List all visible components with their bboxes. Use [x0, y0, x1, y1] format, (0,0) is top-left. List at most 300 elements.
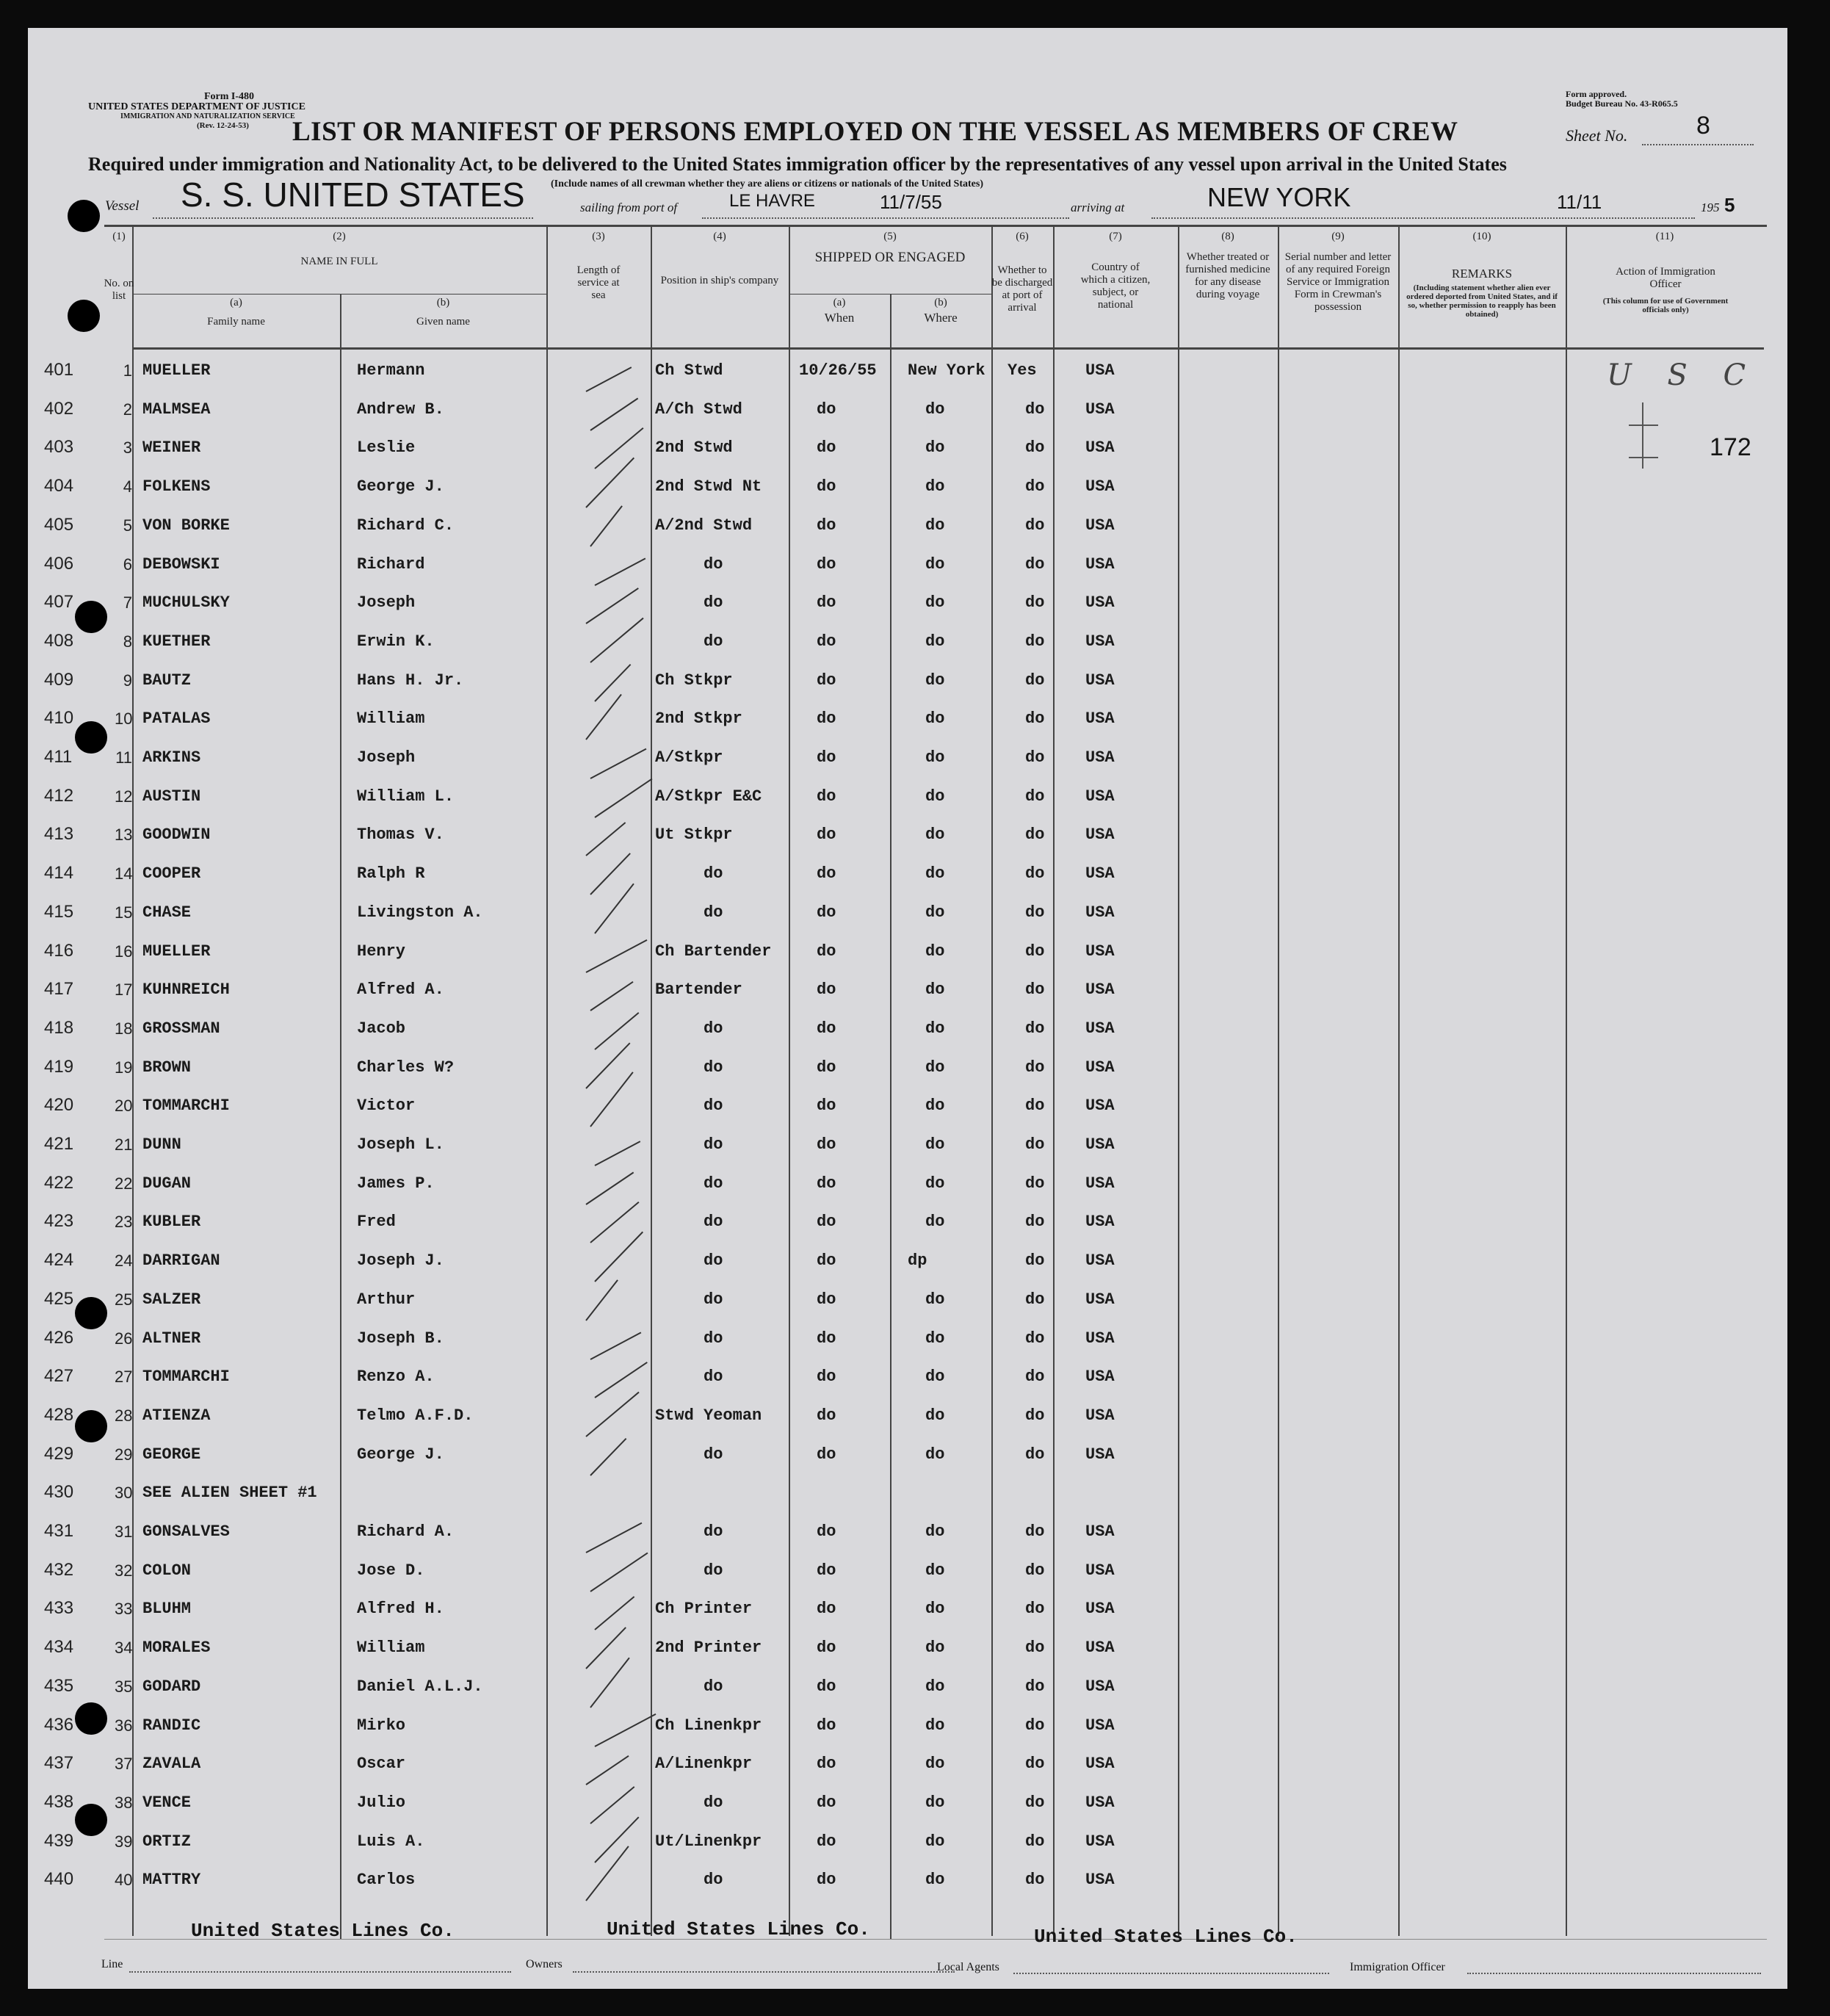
margin-number: 417: [44, 979, 74, 999]
shipped-when-cell: do: [817, 787, 836, 806]
service-check-mark: [585, 1755, 629, 1785]
margin-number: 411: [44, 747, 73, 767]
family-name-cell: TOMMARCHI: [142, 1368, 230, 1386]
port-to: NEW YORK: [1207, 182, 1351, 212]
row-number: 4: [123, 477, 132, 496]
country-cell: USA: [1085, 1174, 1115, 1193]
position-cell: do: [704, 1058, 723, 1077]
row-number: 25: [115, 1290, 133, 1309]
service-check-mark: [595, 1713, 657, 1747]
shipped-where-cell: do: [925, 1716, 945, 1735]
family-name-cell: ZAVALA: [142, 1755, 201, 1773]
given-name-cell: Daniel A.L.J.: [357, 1677, 483, 1696]
row-number: 19: [115, 1058, 133, 1077]
family-name-cell: VENCE: [142, 1793, 192, 1812]
discharged-cell: do: [1025, 1522, 1045, 1541]
position-cell: A/Stkpr E&C: [655, 787, 762, 806]
discharged-cell: do: [1025, 400, 1045, 419]
margin-number: 426: [44, 1328, 74, 1348]
include-note: (Include names of all crewman whether they are aliens or citizens or nationals of the United States): [551, 178, 983, 189]
family-name-cell: BLUHM: [142, 1600, 192, 1618]
service-check-mark: [585, 1279, 618, 1320]
service-check-mark: [586, 939, 648, 973]
sheet-number-line: [1642, 144, 1754, 145]
service-check-mark: [590, 505, 623, 546]
discharged-cell: do: [1025, 1213, 1045, 1231]
margin-number: 439: [44, 1831, 74, 1851]
family-name-cell: COOPER: [142, 864, 201, 883]
given-name-cell: Alfred H.: [357, 1600, 444, 1618]
given-name-cell: Julio: [357, 1793, 406, 1812]
service-check-mark: [590, 1202, 639, 1243]
shipped-where-cell: do: [925, 438, 945, 457]
row-number: 31: [115, 1522, 133, 1541]
name-subheader-rule: [132, 294, 546, 295]
table-row: [28, 1598, 1787, 1630]
table-row: [28, 399, 1787, 431]
given-name-cell: Jacob: [357, 1019, 406, 1038]
table-row: [28, 1289, 1787, 1321]
shipped-where-cell: do: [925, 1832, 945, 1851]
col11-number: (11): [1655, 231, 1674, 242]
sailing-line: [702, 217, 1069, 219]
given-name-cell: Richard: [357, 555, 425, 574]
page-title: LIST OR MANIFEST OF PERSONS EMPLOYED ON THE VESSEL AS MEMBERS OF CREW: [292, 117, 1458, 147]
footer-agents-rule: [1013, 1973, 1329, 1974]
discharged-cell: do: [1025, 477, 1045, 496]
service-check-mark: [585, 1392, 639, 1437]
given-name-cell: Andrew B.: [357, 400, 444, 419]
country-cell: USA: [1085, 1561, 1115, 1580]
family-name-cell: MATTRY: [142, 1871, 201, 1889]
margin-number: 437: [44, 1753, 74, 1773]
family-name-cell: GROSSMAN: [142, 1019, 220, 1038]
country-cell: USA: [1085, 1096, 1115, 1115]
margin-number: 413: [44, 824, 74, 844]
table-row: [28, 1560, 1787, 1592]
table-row: [28, 1715, 1787, 1747]
given-name-cell: William: [357, 1639, 425, 1657]
sheet-label: Sheet No.: [1566, 126, 1628, 145]
shipped-when-cell: do: [817, 1213, 836, 1231]
row-number: 24: [115, 1251, 133, 1270]
table-row: [28, 1405, 1787, 1437]
position-cell: do: [704, 555, 723, 574]
position-cell: do: [704, 1793, 723, 1812]
discharged-cell: do: [1025, 593, 1045, 612]
punch-hole: [75, 1702, 107, 1735]
table-row: [28, 1444, 1787, 1476]
row-number: 33: [115, 1600, 133, 1618]
usc-annotation: U S C: [1607, 358, 1760, 392]
shipped-when-cell: do: [817, 438, 836, 457]
row-number: 16: [115, 942, 133, 961]
country-cell: USA: [1085, 980, 1115, 999]
given-name-cell: Fred: [357, 1213, 396, 1231]
arriving-label: arriving at: [1071, 200, 1125, 214]
country-cell: USA: [1085, 787, 1115, 806]
country-cell: USA: [1085, 903, 1115, 922]
form-revision: (Rev. 12-24-53): [197, 121, 249, 130]
margin-number: 418: [44, 1018, 74, 1038]
given-name-cell: Mirko: [357, 1716, 406, 1735]
position-cell: do: [704, 903, 723, 922]
col2-label: NAME IN FULL: [300, 256, 378, 267]
service-check-mark: [590, 748, 647, 779]
table-row: [28, 786, 1787, 818]
family-name-cell: DUNN: [142, 1135, 181, 1154]
shipped-where-cell: do: [925, 1677, 945, 1696]
shipped-where-cell: New York: [908, 361, 985, 380]
shipped-when-cell: do: [817, 1368, 836, 1386]
row-number: 8: [123, 632, 132, 651]
given-name-cell: Oscar: [357, 1755, 406, 1773]
service-check-mark: [590, 981, 633, 1011]
family-name-cell: WEINER: [142, 438, 201, 457]
col9-label: Serial number and letter of any required Foreign Service or Immigration Form in Crewman's possession: [1284, 251, 1392, 313]
margin-number: 428: [44, 1405, 74, 1425]
family-name-cell: BAUTZ: [142, 671, 192, 690]
shipped-when-cell: do: [817, 1406, 836, 1425]
family-name-cell: MUCHULSKY: [142, 593, 230, 612]
discharged-cell: do: [1025, 980, 1045, 999]
family-name-cell: ARKINS: [142, 748, 201, 767]
shipped-when-cell: do: [817, 1019, 836, 1038]
family-name-cell: TOMMARCHI: [142, 1096, 230, 1115]
shipped-when-cell: do: [817, 671, 836, 690]
col2a-number: (a): [230, 297, 242, 308]
given-name-cell: Joseph L.: [357, 1135, 444, 1154]
service-check-mark: [590, 398, 638, 431]
margin-number: 402: [44, 399, 74, 419]
table-row: [28, 1057, 1787, 1089]
col10-number: (10): [1472, 231, 1491, 242]
shipped-where-cell: do: [925, 1368, 945, 1386]
country-cell: USA: [1085, 1058, 1115, 1077]
discharged-cell: do: [1025, 1561, 1045, 1580]
shipped-when-cell: do: [817, 1058, 836, 1077]
position-cell: 2nd Stwd Nt: [655, 477, 762, 496]
col11-label: Action of Immigration Officer: [1616, 266, 1715, 290]
shipped-when-cell: do: [817, 555, 836, 574]
discharged-cell: do: [1025, 516, 1045, 535]
given-name-cell: Hans H. Jr.: [357, 671, 464, 690]
shipped-where-cell: do: [925, 1290, 945, 1309]
shipped-when-cell: do: [817, 1793, 836, 1812]
given-name-cell: Joseph B.: [357, 1329, 444, 1348]
position-cell: Ut Stkpr: [655, 825, 733, 844]
position-cell: A/Linenkpr: [655, 1755, 753, 1773]
country-cell: USA: [1085, 555, 1115, 574]
given-name-cell: Joseph J.: [357, 1251, 444, 1270]
margin-number: 436: [44, 1715, 74, 1735]
position-cell: do: [704, 1135, 723, 1154]
margin-number: 406: [44, 554, 74, 574]
table-row: [28, 1792, 1787, 1824]
shipped-where-cell: do: [925, 1406, 945, 1425]
discharged-cell: do: [1025, 1368, 1045, 1386]
country-cell: USA: [1085, 438, 1115, 457]
discharged-cell: do: [1025, 1677, 1045, 1696]
table-row: [28, 1328, 1787, 1360]
margin-number: 404: [44, 476, 74, 496]
row-number: 23: [115, 1213, 133, 1231]
position-cell: do: [704, 1096, 723, 1115]
family-name-cell: SALZER: [142, 1290, 201, 1309]
vessel-line: [153, 217, 533, 219]
col1-number: (1): [112, 231, 126, 242]
family-name-cell: MUELLER: [142, 361, 211, 380]
shipped-when-cell: do: [817, 1135, 836, 1154]
service-check-mark: [590, 1438, 626, 1476]
discharged-cell: do: [1025, 1406, 1045, 1425]
given-name-cell: Joseph: [357, 748, 416, 767]
family-name-cell: ALTNER: [142, 1329, 201, 1348]
country-cell: USA: [1085, 632, 1115, 651]
country-cell: USA: [1085, 1716, 1115, 1735]
col3-label: Length of service at sea: [576, 264, 621, 301]
country-cell: USA: [1085, 1600, 1115, 1618]
shipped-when-cell: do: [817, 1096, 836, 1115]
position-cell: do: [704, 1677, 723, 1696]
discharged-cell: do: [1025, 632, 1045, 651]
punch-hole: [68, 200, 100, 232]
service-check-mark: [595, 557, 646, 585]
given-name-cell: William L.: [357, 787, 455, 806]
table-row: [28, 592, 1787, 624]
given-name-cell: Arthur: [357, 1290, 416, 1309]
row-number: 27: [115, 1368, 133, 1386]
shipped-where-cell: do: [925, 1213, 945, 1231]
service-check-mark: [594, 1362, 647, 1398]
shipped-where-cell: do: [925, 942, 945, 961]
service-check-mark: [594, 778, 652, 818]
country-cell: USA: [1085, 1368, 1115, 1386]
shipped-where-cell: do: [925, 864, 945, 883]
country-cell: USA: [1085, 1832, 1115, 1851]
given-name-cell: Luis A.: [357, 1832, 425, 1851]
discharged-cell: do: [1025, 825, 1045, 844]
table-row: [28, 631, 1787, 663]
shipped-when-cell: do: [817, 864, 836, 883]
shipped-when-cell: do: [817, 477, 836, 496]
table-row: [28, 863, 1787, 895]
shipped-where-cell: do: [925, 1755, 945, 1773]
discharged-cell: do: [1025, 671, 1045, 690]
margin-number: 429: [44, 1444, 74, 1464]
margin-number: 432: [44, 1560, 74, 1580]
family-name-cell: GOODWIN: [142, 825, 211, 844]
given-name-cell: Erwin K.: [357, 632, 435, 651]
margin-number: 431: [44, 1521, 74, 1541]
shipped-when-cell: do: [817, 1832, 836, 1851]
service-check-mark: [586, 1522, 643, 1553]
service-check-mark: [590, 1553, 648, 1592]
position-cell: Ut/Linenkpr: [655, 1832, 762, 1851]
annotation-tick-lower: [1629, 457, 1658, 458]
position-cell: do: [704, 864, 723, 883]
margin-number: 405: [44, 515, 74, 535]
position-cell: do: [704, 1561, 723, 1580]
country-cell: USA: [1085, 516, 1115, 535]
row-number: 13: [115, 825, 133, 844]
table-row: [28, 979, 1787, 1011]
position-cell: do: [704, 1213, 723, 1231]
punch-hole: [68, 300, 100, 332]
position-cell: do: [704, 632, 723, 651]
family-name-cell: AUSTIN: [142, 787, 201, 806]
col5a-number: (a): [833, 297, 846, 308]
shipped-where-cell: do: [925, 709, 945, 728]
shipped-when-cell: do: [817, 825, 836, 844]
discharged-cell: do: [1025, 1600, 1045, 1618]
margin-number: 409: [44, 670, 74, 690]
shipped-where-cell: do: [925, 632, 945, 651]
discharged-cell: do: [1025, 1329, 1045, 1348]
shipped-when-cell: do: [817, 1871, 836, 1889]
row-number: 2: [123, 400, 132, 419]
discharged-cell: do: [1025, 1174, 1045, 1193]
shipped-when-cell: do: [817, 903, 836, 922]
position-cell: do: [704, 1019, 723, 1038]
footer-owners-rule: [573, 1971, 955, 1973]
family-name-cell: GEORGE: [142, 1445, 201, 1464]
footer-line-value: United States Lines Co.: [191, 1920, 455, 1942]
position-cell: do: [704, 1522, 723, 1541]
discharged-cell: do: [1025, 903, 1045, 922]
shipped-where-cell: do: [925, 1445, 945, 1464]
given-name-cell: Richard C.: [357, 516, 455, 535]
punch-hole: [75, 721, 107, 754]
position-cell: do: [704, 593, 723, 612]
sailing-label: sailing from port of: [580, 200, 678, 214]
discharged-cell: do: [1025, 1716, 1045, 1735]
country-cell: USA: [1085, 1135, 1115, 1154]
col2-number: (2): [333, 231, 346, 242]
position-cell: Ch Printer: [655, 1600, 753, 1618]
given-name-cell: Henry: [357, 942, 406, 961]
position-cell: A/Stkpr: [655, 748, 723, 767]
table-top-rule: [104, 225, 1767, 227]
discharged-cell: do: [1025, 942, 1045, 961]
given-name-cell: Thomas V.: [357, 825, 444, 844]
year-digit: 5: [1724, 194, 1735, 216]
table-row: [28, 1366, 1787, 1398]
shipped-when-cell: do: [817, 1522, 836, 1541]
row-number: 32: [115, 1561, 133, 1580]
margin-number: 438: [44, 1792, 74, 1812]
given-name-cell: Renzo A.: [357, 1368, 435, 1386]
position-cell: do: [704, 1290, 723, 1309]
margin-number: 427: [44, 1366, 74, 1386]
table-row: [28, 1211, 1787, 1243]
discharged-cell: do: [1025, 748, 1045, 767]
country-cell: USA: [1085, 671, 1115, 690]
margin-number: 430: [44, 1482, 74, 1502]
col3-number: (3): [592, 231, 605, 242]
country-cell: USA: [1085, 1871, 1115, 1889]
given-name-cell: Alfred A.: [357, 980, 444, 999]
shipped-where-cell: do: [925, 1639, 945, 1657]
row-number: 9: [123, 671, 132, 690]
row-number: 38: [115, 1793, 133, 1812]
family-name-cell: GONSALVES: [142, 1522, 230, 1541]
col7-number: (7): [1109, 231, 1122, 242]
table-row: [28, 824, 1787, 856]
family-name-cell: MALMSEA: [142, 400, 211, 419]
family-name-cell: KUHNREICH: [142, 980, 230, 999]
shipped-where-cell: do: [925, 1096, 945, 1115]
table-row: [28, 1676, 1787, 1708]
table-header-rule: [132, 347, 1764, 350]
row-number: 6: [123, 555, 132, 574]
table-row: [28, 515, 1787, 547]
given-name-cell: Ralph R: [357, 864, 425, 883]
service-check-mark: [590, 1332, 642, 1359]
shipped-when-cell: do: [817, 942, 836, 961]
position-cell: do: [704, 1368, 723, 1386]
date-to: 11/11: [1557, 191, 1602, 213]
shipped-where-cell: do: [925, 1019, 945, 1038]
country-cell: USA: [1085, 361, 1115, 380]
sheet-number: 8: [1696, 112, 1710, 140]
footer-agents-label: Local Agents: [937, 1961, 999, 1973]
shipped-where-cell: do: [925, 593, 945, 612]
table-row: [28, 1173, 1787, 1205]
family-name-cell: VON BORKE: [142, 516, 230, 535]
shipped-when-cell: do: [817, 1329, 836, 1348]
country-cell: USA: [1085, 477, 1115, 496]
shipped-where-cell: do: [925, 1600, 945, 1618]
row-number: 5: [123, 516, 132, 535]
position-cell: Bartender: [655, 980, 742, 999]
service-check-mark: [585, 588, 638, 624]
row-number: 22: [115, 1174, 133, 1193]
country-cell: USA: [1085, 1522, 1115, 1541]
discharged-cell: Yes: [1008, 361, 1037, 380]
position-cell: 2nd Stkpr: [655, 709, 742, 728]
shipped-where-cell: do: [925, 1174, 945, 1193]
arriving-line: [1151, 217, 1695, 219]
shipped-when-cell: do: [817, 1251, 836, 1270]
punch-hole: [75, 1297, 107, 1329]
table-row: [28, 1753, 1787, 1785]
family-name-cell: DEBOWSKI: [142, 555, 220, 574]
country-cell: USA: [1085, 1755, 1115, 1773]
margin-number: 414: [44, 863, 74, 883]
margin-number: 403: [44, 437, 74, 457]
discharged-cell: do: [1025, 1058, 1045, 1077]
shipped-when-cell: do: [817, 1639, 836, 1657]
family-name-cell: KUETHER: [142, 632, 211, 651]
col4-number: (4): [713, 231, 726, 242]
row-number: 37: [115, 1755, 133, 1773]
col10-note: (Including statement whether alien ever ordered deported from United States, and if so, whether permission to reapply has been obtained): [1406, 283, 1558, 319]
shipped-when-cell: do: [817, 1445, 836, 1464]
given-name-cell: William: [357, 709, 425, 728]
col10-label: REMARKS: [1451, 267, 1513, 281]
row-number: 11: [115, 748, 132, 767]
row-number: 21: [115, 1135, 133, 1154]
row-number: 17: [115, 980, 133, 999]
margin-number: 434: [44, 1637, 74, 1657]
service-check-mark: [590, 1786, 634, 1824]
row-number: 35: [115, 1677, 133, 1696]
row-number: 39: [115, 1832, 133, 1851]
table-row: [28, 902, 1787, 934]
table-row: [28, 1134, 1787, 1166]
given-name-cell: Livingston A.: [357, 903, 483, 922]
